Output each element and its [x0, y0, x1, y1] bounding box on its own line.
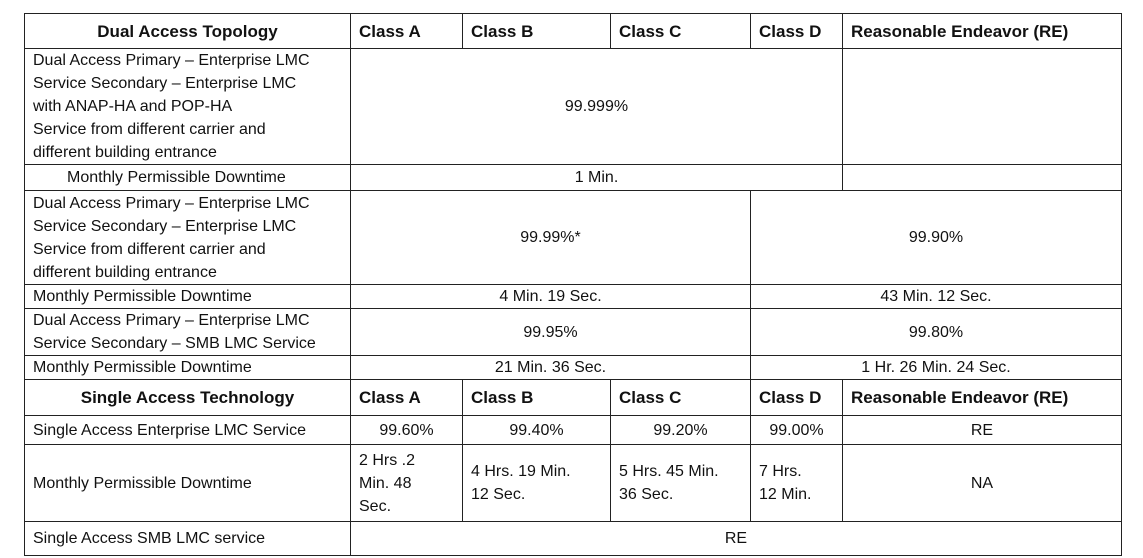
value-class-d: 99.00%	[751, 416, 843, 445]
value-class-d: 7 Hrs. 12 Min.	[751, 445, 843, 522]
row-label: Monthly Permissible Downtime	[25, 285, 351, 309]
header-re: Reasonable Endeavor (RE)	[843, 14, 1122, 49]
header-class-d: Class D	[751, 380, 843, 416]
header-class-b: Class B	[463, 14, 611, 49]
header-class-a: Class A	[351, 14, 463, 49]
header-class-c: Class C	[611, 14, 751, 49]
row-label: Single Access SMB LMC service	[25, 522, 351, 556]
row-label: Dual Access Primary – Enterprise LMC Service Secondary – Enterprise LMC Service from different carrier and different building entrance	[25, 191, 351, 285]
sla-table	[24, 13, 1122, 556]
table-row	[25, 356, 1122, 380]
table-row	[25, 522, 1122, 556]
value-class-b: 99.40%	[463, 416, 611, 445]
value-class-c: 99.20%	[611, 416, 751, 445]
header-class-d: Class D	[751, 14, 843, 49]
value-re: NA	[843, 445, 1122, 522]
table-row	[25, 49, 1122, 165]
row-label: Dual Access Primary – Enterprise LMC Service Secondary – Enterprise LMC with ANAP-HA and POP-HA Service from different carrier and different building entrance	[25, 49, 351, 165]
value-cell: 1 Min.	[351, 165, 843, 191]
value-cell: 4 Min. 19 Sec.	[351, 285, 751, 309]
header-class-b: Class B	[463, 380, 611, 416]
header-topology: Single Access Technology	[25, 380, 351, 416]
value-cell: 99.95%	[351, 309, 751, 356]
value-class-c: 5 Hrs. 45 Min. 36 Sec.	[611, 445, 751, 522]
value-cell-re	[843, 165, 1122, 191]
value-cell-re	[843, 49, 1122, 165]
table-row	[25, 416, 1122, 445]
table-row	[25, 165, 1122, 191]
row-label: Single Access Enterprise LMC Service	[25, 416, 351, 445]
value-cell: 99.90%	[751, 191, 1122, 285]
header-topology: Dual Access Topology	[25, 14, 351, 49]
value-class-a: 2 Hrs .2 Min. 48 Sec.	[351, 445, 463, 522]
value-cell: 1 Hr. 26 Min. 24 Sec.	[751, 356, 1122, 380]
value-re: RE	[843, 416, 1122, 445]
value-cell: 43 Min. 12 Sec.	[751, 285, 1122, 309]
dual-header-row	[25, 14, 1122, 49]
row-label: Monthly Permissible Downtime	[25, 356, 351, 380]
value-cell: 21 Min. 36 Sec.	[351, 356, 751, 380]
table-row	[25, 285, 1122, 309]
header-class-c: Class C	[611, 380, 751, 416]
header-re: Reasonable Endeavor (RE)	[843, 380, 1122, 416]
value-cell: RE	[351, 522, 1122, 556]
table-row	[25, 445, 1122, 522]
row-label: Monthly Permissible Downtime	[25, 445, 351, 522]
value-cell: 99.99%*	[351, 191, 751, 285]
value-class-b: 4 Hrs. 19 Min. 12 Sec.	[463, 445, 611, 522]
row-label: Dual Access Primary – Enterprise LMC Service Secondary – SMB LMC Service	[25, 309, 351, 356]
table-row	[25, 309, 1122, 356]
row-label: Monthly Permissible Downtime	[25, 165, 351, 191]
value-cell: 99.80%	[751, 309, 1122, 356]
table-row	[25, 191, 1122, 285]
header-class-a: Class A	[351, 380, 463, 416]
value-cell: 99.999%	[351, 49, 843, 165]
value-class-a: 99.60%	[351, 416, 463, 445]
single-header-row	[25, 380, 1122, 416]
